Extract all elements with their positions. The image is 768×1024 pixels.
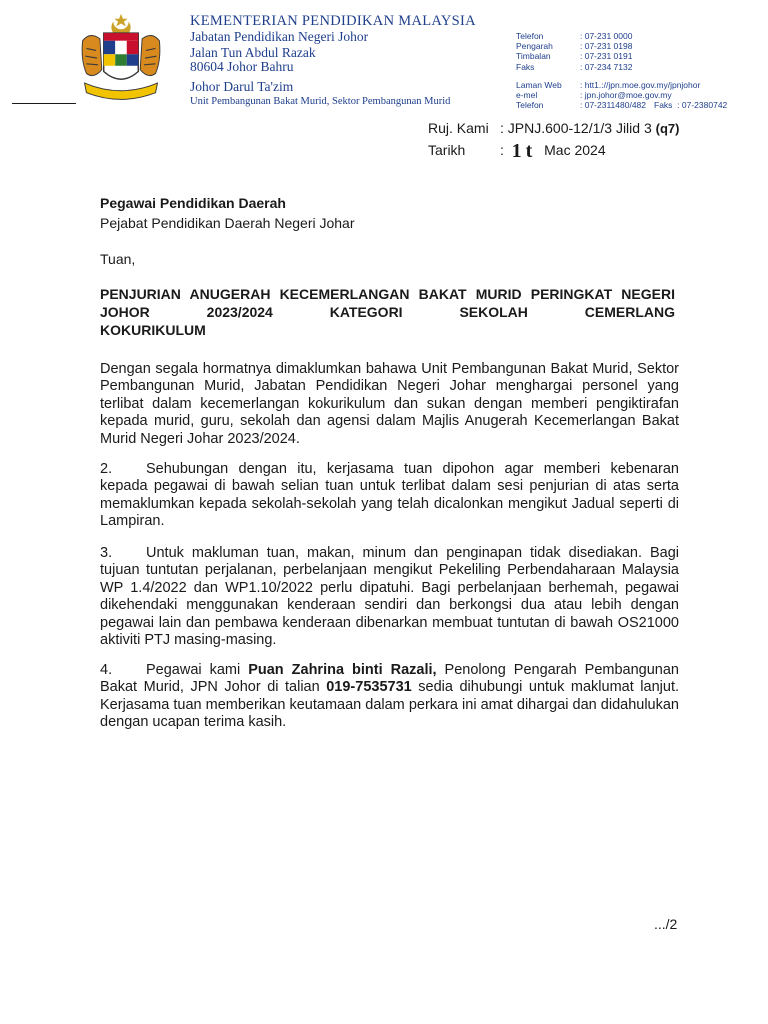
contact-row: Pengarah : 07-231 0198: [516, 41, 633, 52]
letter-date: Tarikh : 1t Mac 2024: [428, 140, 606, 162]
salutation: Tuan,: [100, 251, 136, 267]
contact-block: [516, 31, 632, 72]
recipient-title: Pegawai Pendidikan Daerah: [100, 195, 286, 211]
department-name: Jabatan Pendidikan Negeri Johor: [190, 29, 369, 44]
paragraph-2: 2. Sehubungan dengan itu, kerjasama tuan dipohon agar memberi kebenaran kepada pegawai di bawah selian tuan untuk terlibat dalam sesi penjurian di atas serta memaklumkan kepada sekolah-sekolah yang telah dicalonkan mengikut Jadual seperti di Lampiran.: [100, 461, 679, 530]
email-row: e-mel : jpn.johor@moe.gov.my: [516, 90, 672, 101]
state-motto: Johor Darul Ta'zim: [190, 79, 294, 94]
paragraph-1: Dengan segala hormatnya dimaklumkan bahawa Unit Pembangunan Bakat Murid, Sektor Pembangunan Murid, Jabatan Pendidikan Negeri Johar menghargai personel yang terlibat dalam kecemerlangan kokurikulum dan sukan dengan memberi pengiktirafan kepada murid, guru, sekolah dan agensi dalam Majlis Anugerah Kecemerlangan Bakat Murid Negeri Johar 2023/2024.: [100, 361, 679, 447]
contact-row: Timbalan : 07-231 0191: [516, 51, 633, 62]
contact-person-name: Puan Zahrina binti Razali,: [248, 662, 437, 678]
page-continuation-marker: .../2: [654, 916, 678, 932]
email-address: : jpn.johor@moe.gov.my: [580, 90, 672, 101]
recipient-office: Pejabat Pendidikan Daerah Negeri Johar: [100, 215, 355, 231]
contact-row: Telefon : 07-231 0000: [516, 31, 633, 41]
handwritten-day: 1t: [511, 140, 537, 162]
reference-number: Ruj. Kami : JPNJ.600-12/1/3 Jilid 3 (q7): [428, 120, 680, 136]
paragraph-3: 3. Untuk makluman tuan, makan, minum dan penginapan tidak disediakan. Bagi tujuan tuntutan perjalanan, perbelanjaan mengikut Pekeliling Perbendaharaan Malaysia WP 1.4/2022 dan WP1.10/2022 perlu dipatuhi. Bagi perbelanjaan berhemah, pegawai dikehendaki menggunakan kenderaan sendiri dan berkongsi dua atau lebih dengan pegawai lain dan pembawa kenderaan dibenarkan membuat tuntutan di bawah OS21000 aktiviti PTJ masing-masing.: [100, 545, 679, 649]
street-address: Jalan Tun Abdul Razak: [190, 45, 316, 60]
paragraph-4: 4. Pegawai kami Puan Zahrina binti Razali, Penolong Pengarah Pembangunan Bakat Murid, JPN Johor di talian 019-7535731 sedia dihubungi untuk maklumat lanjut. Kerjasama tuan memberikan keutamaan dalam perkara ini amat dihargai dan didahulukan dengan ucapan terima kasih.: [100, 662, 680, 731]
coat-of-arms-logo: [72, 12, 170, 108]
website-link: : htt1.://jpn.moe.gov.my/jpnjohor: [580, 80, 701, 90]
contact-row: Faks : 07-234 7132: [516, 61, 633, 72]
telephone-row: Telefon : 07-2311480/482 Faks : 07-2380742: [516, 100, 728, 111]
letter-subject: PENJURIAN ANUGERAH KECEMERLANGAN BAKAT MURID PERINGKAT NEGERI JOHOR 2023/2024 KATEGORI SEKOLAH CEMERLANG KOKURIKULUM: [100, 286, 675, 338]
web-row: Laman Web : htt1.://jpn.moe.gov.my/jpnjohor: [516, 80, 701, 90]
web-contact-block: [516, 80, 727, 111]
unit-name: Unit Pembangunan Bakat Murid, Sektor Pembangunan Murid: [190, 96, 451, 107]
postcode-city: 80604 Johor Bahru: [190, 59, 294, 74]
ministry-name: KEMENTERIAN PENDIDIKAN MALAYSIA: [190, 13, 476, 29]
contact-phone-number: 019-7535731: [326, 679, 412, 696]
divider-line: [12, 103, 76, 104]
